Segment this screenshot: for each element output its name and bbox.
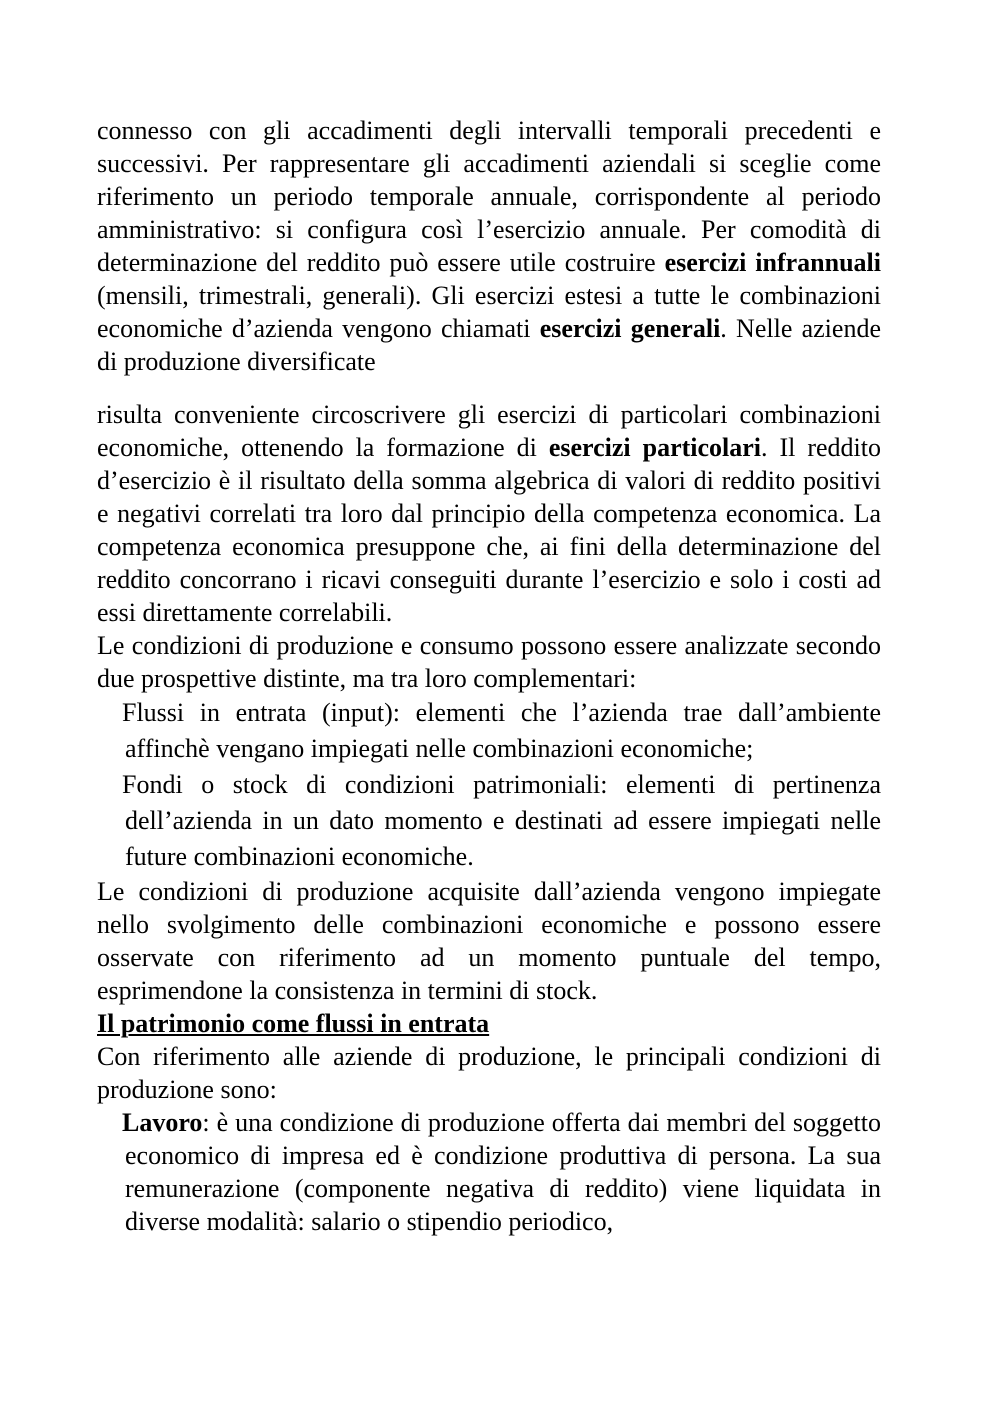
bold-term-esercizi-particolari: esercizi particolari [548, 433, 762, 462]
text-run: : è una condizione di produzione offerta dai membri del soggetto economico di impresa ed è condizione produttiva di persona. La sua remunerazione (componente negativa di reddito) viene liquidata in diverse modalità: salario o stipendio periodico, [125, 1108, 881, 1236]
paragraph-stock: Le condizioni di produzione acquisite dall’azienda vengono impiegate nello svolgimento delle combinazioni economiche e possono essere osservate con riferimento ad un momento puntuale del tempo, esprimendone la consistenza in termini di stock. [97, 877, 881, 1005]
list-item-flussi: Flussi in entrata (input): elementi che l’azienda trae dall’ambiente affinchè vengano impiegati nelle combinazioni economiche; [122, 698, 881, 763]
text-run: . Il reddito d’esercizio è il risultato della somma algebrica di valori di reddito positivi e negativi correlati tra loro dal principio della competenza economica. La competenza economica presuppone che, ai fini della determinazione del reddito concorrano i ricavi conseguiti durante l’esercizio e solo i costi ad essi direttamente correlabili. [97, 433, 881, 627]
list-item-fondi: Fondi o stock di condizioni patrimoniali: elementi di pertinenza dell’azienda in un dato momento e destinati ad essere impiegati nelle future combinazioni economiche. [122, 770, 881, 871]
document-page [97, 114, 881, 1238]
paragraph-reddito [97, 398, 881, 629]
text-run: (mensili, trimestrali, generali). Gli esercizi estesi a tutte le combinazioni economiche d’azienda vengono chiamati [97, 281, 881, 343]
text-run: risulta conveniente circoscrivere gli esercizi di particolari combinazioni economiche, ottenendo la formazione di [97, 400, 881, 462]
paragraph-principali-condizioni: Con riferimento alle aziende di produzione, le principali condizioni di produzione sono: [97, 1042, 881, 1104]
text-run: connesso con gli accadimenti degli intervalli temporali precedenti e successivi. Per rappresentare gli accadimenti aziendali si sceglie come riferimento un periodo temporale annuale, corrispondente al periodo amministrativo: si configura così l’esercizio annuale. Per comodità di determinazione del reddito può essere utile costruire [97, 116, 881, 277]
bold-term-esercizi-infrannuali: esercizi infrannuali [664, 248, 881, 277]
bold-term-lavoro: Lavoro [122, 1108, 203, 1137]
bold-term-esercizi-generali: esercizi generali [539, 314, 721, 343]
paragraph-condizioni: Le condizioni di produzione e consumo possono essere analizzate secondo due prospettive distinte, ma tra loro complementari: [97, 631, 881, 693]
text-run: . Nelle aziende di produzione diversificate [97, 314, 881, 376]
list-item-lavoro [97, 1106, 881, 1238]
paragraph-esercizi [97, 114, 881, 378]
section-heading: Il patrimonio come flussi in entrata [97, 1009, 490, 1038]
